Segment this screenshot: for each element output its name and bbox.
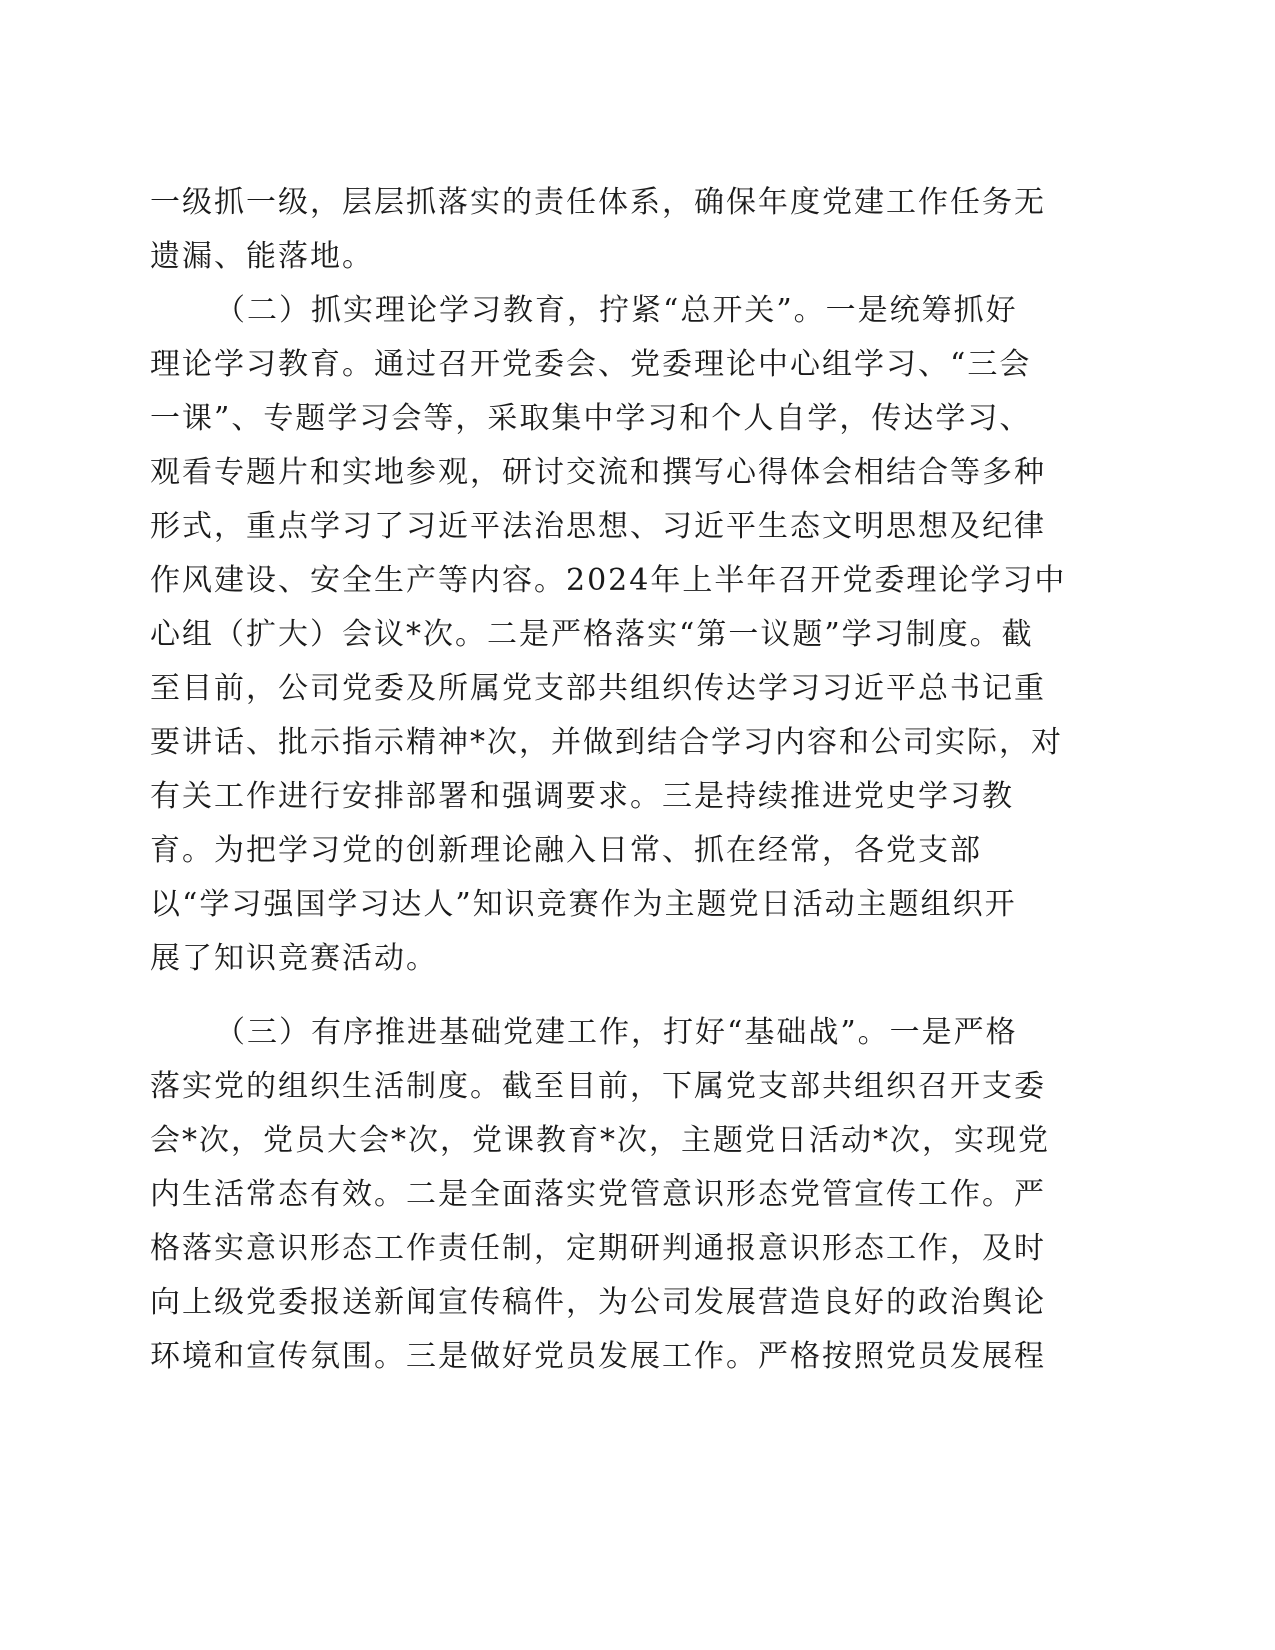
text-line: 会*次，党员大会*次，党课教育*次，主题党日活动*次，实现党 — [150, 1123, 1050, 1158]
text-line: 环境和宣传氛围。三是做好党员发展工作。严格按照党员发展程 — [150, 1339, 1046, 1374]
text-line: 要讲话、批示指示精神*次，并做到结合学习内容和公司实际，对 — [150, 725, 1063, 760]
text-line: 至目前，公司党委及所属党支部共组织传达学习习近平总书记重 — [150, 671, 1046, 706]
text-line: 一课”、专题学习会等，采取集中学习和个人自学，传达学习、 — [150, 401, 1032, 436]
text-line: 展了知识竞赛活动。 — [150, 941, 438, 976]
text-line: 育。为把学习党的创新理论融入日常、抓在经常，各党支部 — [150, 833, 982, 868]
text-line: 作风建设、安全生产等内容。2024年上半年召开党委理论学习中 — [150, 563, 1067, 598]
text-line: 向上级党委报送新闻宣传稿件，为公司发展营造良好的政治舆论 — [150, 1285, 1046, 1320]
section-heading-3: （三）有序推进基础党建工作，打好“基础战”。一是严格 — [215, 1015, 1018, 1050]
text-line: 理论学习教育。通过召开党委会、党委理论中心组学习、“三会 — [150, 347, 1032, 382]
text-line: 落实党的组织生活制度。截至目前，下属党支部共组织召开支委 — [150, 1069, 1046, 1104]
text-line: 遗漏、能落地。 — [150, 239, 374, 274]
text-line: 观看专题片和实地参观，研讨交流和撰写心得体会相结合等多种 — [150, 455, 1046, 490]
section-heading-2: （二）抓实理论学习教育，拧紧“总开关”。一是统筹抓好 — [215, 293, 1018, 328]
text-line: 有关工作进行安排部署和强调要求。三是持续推进党史学习教 — [150, 779, 1014, 814]
text-line: 心组（扩大）会议*次。二是严格落实“第一议题”学习制度。截 — [150, 617, 1034, 652]
text-line: 格落实意识形态工作责任制，定期研判通报意识形态工作，及时 — [150, 1231, 1046, 1266]
text-line: 一级抓一级，层层抓落实的责任体系，确保年度党建工作任务无 — [150, 185, 1046, 220]
text-line: 内生活常态有效。二是全面落实党管意识形态党管宣传工作。严 — [150, 1177, 1046, 1212]
text-line: 形式，重点学习了习近平法治思想、习近平生态文明思想及纪律 — [150, 509, 1046, 544]
text-line: 以“学习强国学习达人”知识竞赛作为主题党日活动主题组织开 — [150, 887, 1017, 922]
